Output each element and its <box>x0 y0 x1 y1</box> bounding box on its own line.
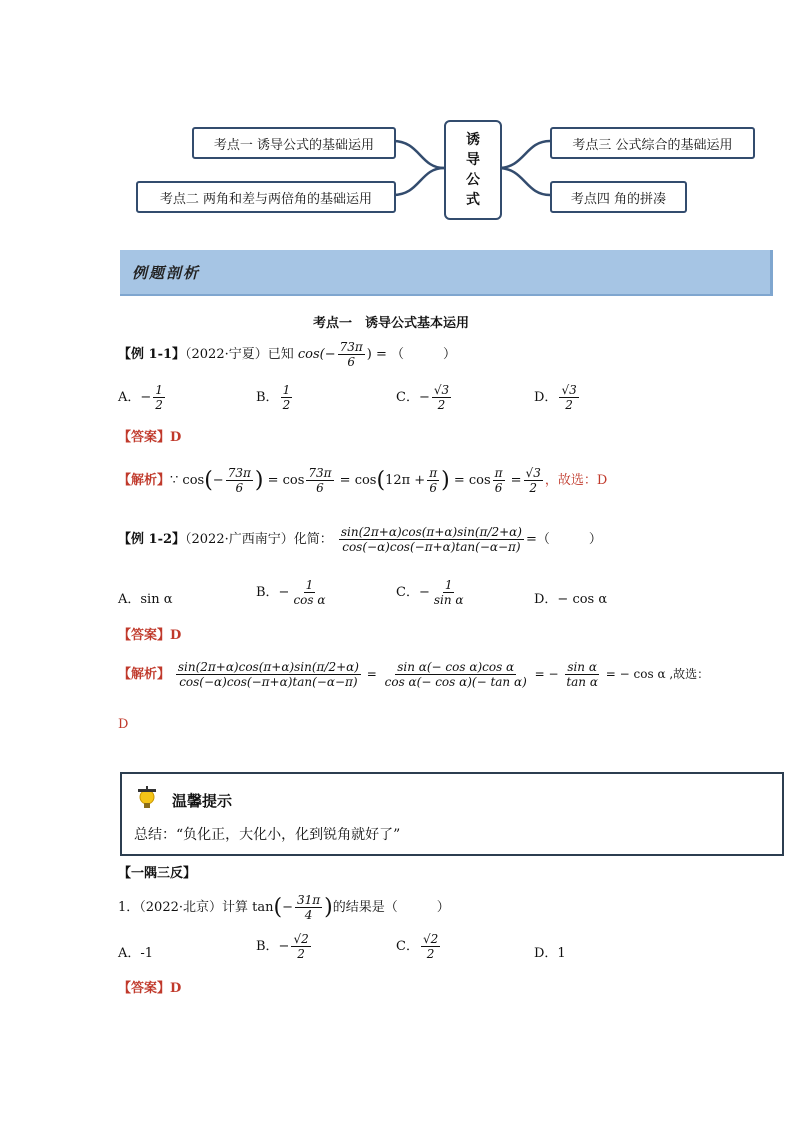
option-d: D． $\frac{√3}{2}$ <box>534 383 577 412</box>
answer-1-1: 【答案】D <box>118 430 182 445</box>
banner-title: 例题剖析 <box>132 264 201 282</box>
option-d: D．− cos α <box>534 592 608 607</box>
center-char: 诱 <box>466 132 480 148</box>
option-c: C．− $\frac{√3}{2}$ <box>396 383 450 412</box>
tip-text: 总结：“负化正，大化小，化到锐角就好了” <box>134 827 401 843</box>
section-title: 考点一 诱导公式基本运用 <box>313 316 470 331</box>
practice-answer-1: 【答案】D <box>118 981 182 996</box>
option-a: A．-1 <box>118 946 154 961</box>
tip-title: 温馨提示 <box>172 792 233 810</box>
analysis-1-2-result: D <box>118 717 129 732</box>
example-tag: 【例 1-1】 <box>118 347 186 362</box>
option-c: C． $\frac{√2}{2}$ <box>396 932 439 961</box>
option-b: B． $\frac{1}{2}$ <box>256 383 291 412</box>
center-char: 公 <box>466 172 480 188</box>
expr-suffix: ) = （ ） <box>366 347 457 362</box>
practice-heading: 【一隅三反】 <box>118 866 197 881</box>
analysis-1-2: 【解析】 $\frac{\sin(2\pi+\alpha)\cos(\pi+\alpha)\sin(\pi/2+\alpha)}{\cos(-\alpha)\cos(-\pi+\alpha)\tan(-\alpha-\pi)}$ = $\frac{\text{sin α(− cos α)cos α}}{\text{cos α(− cos α)(− tan α)}}$ = − $\frac{\text{sin α}}{\text{tan α}}$ = − cos α ,故选： <box>118 660 710 689</box>
fraction: $\frac{73\pi}{6}$ <box>339 340 363 369</box>
option-b: B．− $\frac{√2}{2}$ <box>256 932 309 961</box>
mindmap-node-4: 考点四 角的拼凑 <box>550 181 687 213</box>
analysis-1-1: 【解析】∵ cos(− $\frac{73\pi}{6}$ ) = cos $\frac{73\pi}{6}$ = cos(12π + $\frac{\pi}{6}$ ) = cos $\frac{\pi}{6}$ = $\frac{√3}{2}$ ，故选：D <box>118 466 608 495</box>
option-b: B．− $\frac{1}{\text{cos α}}$ <box>256 578 326 607</box>
example-source: （2022·宁夏）已知 <box>185 347 294 362</box>
example-1-2-question: 【例 1-2】（2022·广西南宁）化简： $\frac{\sin(2\pi+\alpha)\cos(\pi+\alpha)\sin(\pi/2+\alpha)}{\cos(-\alpha)\cos(-\pi+\alpha)\tan(-\alpha-\pi)}$ =（ ） <box>118 525 602 554</box>
option-d: D．1 <box>534 946 566 961</box>
option-a: A．− $\frac{1}{2}$ <box>118 383 163 412</box>
mindmap-node-1: 考点一 诱导公式的基础运用 <box>192 127 396 159</box>
expr-prefix: cos(− <box>297 347 336 362</box>
example-1-1-question <box>118 340 456 369</box>
lightbulb-icon <box>134 786 160 812</box>
tip-box <box>120 772 784 856</box>
practice-question-1: 1．（2022·北京）计算 tan(− $\frac{31\pi}{4}$ )的结果是（ ） <box>118 893 450 922</box>
option-a: A．sin α <box>118 592 173 607</box>
mindmap-center <box>444 120 502 220</box>
answer-1-2: 【答案】D <box>118 628 182 643</box>
mindmap-node-3: 考点三 公式综合的基础运用 <box>550 127 755 159</box>
mindmap-node-2: 考点二 两角和差与两倍角的基础运用 <box>136 181 396 213</box>
center-char: 导 <box>466 152 480 168</box>
section-banner <box>120 250 773 296</box>
center-char: 式 <box>466 192 480 208</box>
option-c: C．− $\frac{1}{\text{sin α}}$ <box>396 578 464 607</box>
